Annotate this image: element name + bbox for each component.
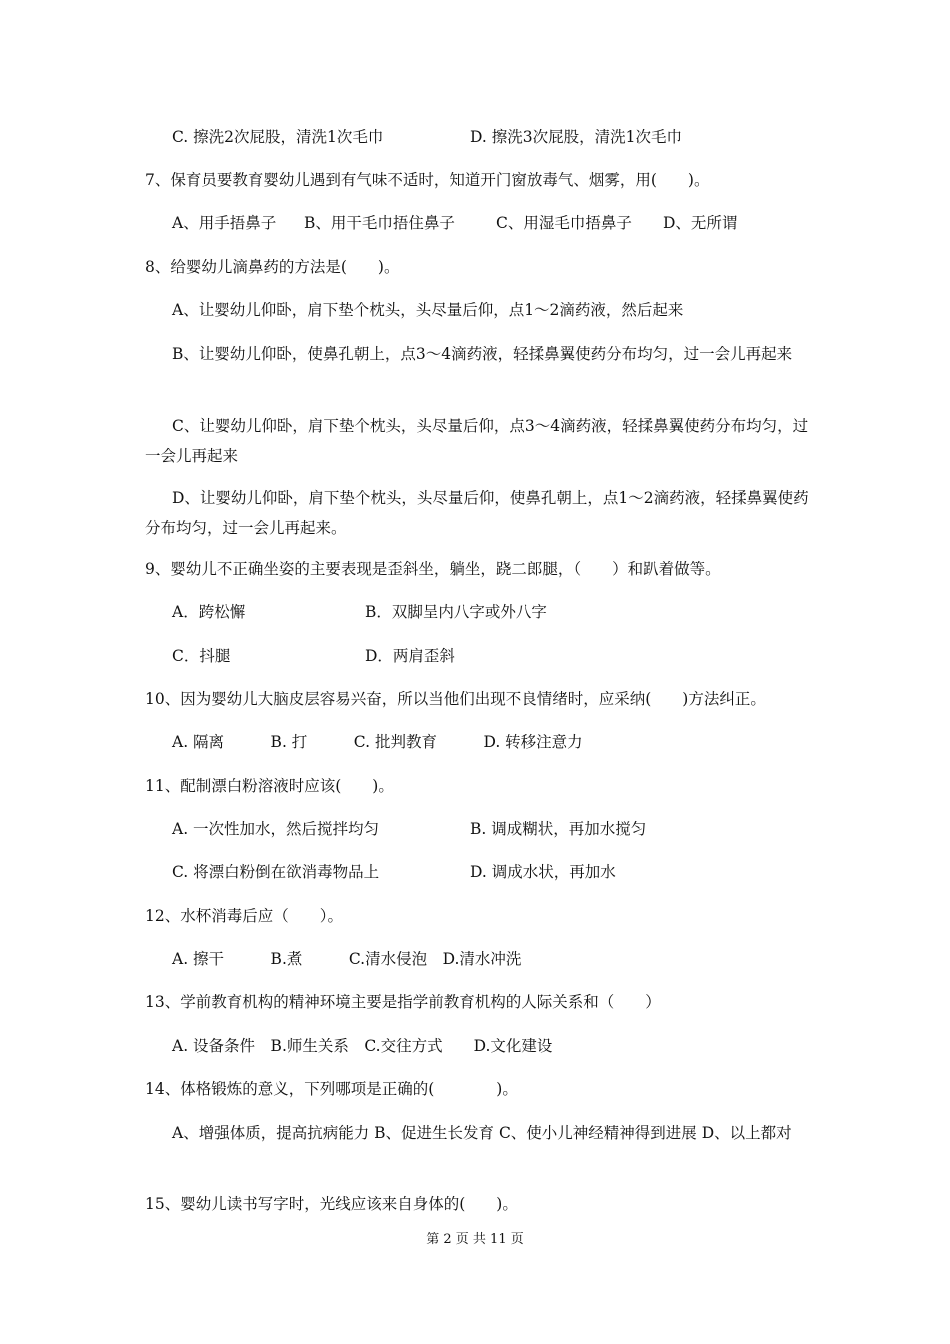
q7-option-b: B、用干毛巾捂住鼻子 [304, 214, 455, 232]
q8-option-a: A、让婴幼儿仰卧，肩下垫个枕头，头尽量后仰，点1～2滴药液，然后起来 [172, 301, 684, 319]
q7-option-c: C、用湿毛巾捂鼻子 [496, 214, 632, 232]
q9-option-a: A．跨松懈 [172, 603, 246, 621]
q9-option-c: C．抖腿 [172, 647, 231, 665]
q7-option-d: D、无所谓 [663, 214, 738, 232]
question-9: 9、婴幼儿不正确坐姿的主要表现是歪斜坐，躺坐，跷二郎腿，（ ）和趴着做等。 [145, 560, 721, 578]
page-footer: 第 2 页 共 11 页 [426, 1232, 524, 1247]
q8-option-d: D、让婴幼儿仰卧，肩下垫个枕头，头尽量后仰，使鼻孔朝上，点1～2滴药液，轻揉鼻翼使药分布均匀，过一会儿再起来。 [145, 489, 809, 537]
q7-option-a: A、用手捂鼻子 [172, 214, 277, 232]
q8-option-b: B、让婴幼儿仰卧，使鼻孔朝上，点3～4滴药液，轻揉鼻翼使药分布均匀，过一会儿再起来 [172, 345, 793, 363]
q9-option-d: D．两肩歪斜 [365, 647, 455, 665]
q10-options: A. 隔离 B. 打 C. 批判教育 D. 转移注意力 [172, 733, 583, 751]
question-13: 13、学前教育机构的精神环境主要是指学前教育机构的人际关系和（ ） [145, 993, 661, 1011]
question-10: 10、因为婴幼儿大脑皮层容易兴奋，所以当他们出现不良情绪时，应采纳( )方法纠正。 [145, 690, 766, 708]
q11-option-a: A. 一次性加水，然后搅拌均匀 [172, 820, 380, 838]
question-12: 12、水杯消毒后应（ ）。 [145, 907, 343, 925]
q6-option-c: C. 擦洗2次屁股，清洗1次毛巾 [172, 128, 384, 146]
question-15: 15、婴幼儿读书写字时，光线应该来自身体的( )。 [145, 1195, 518, 1213]
question-8: 8、给婴幼儿滴鼻药的方法是( )。 [145, 258, 400, 276]
q14-options: A、增强体质，提高抗病能力 B、促进生长发育 C、使小儿神经精神得到进展 D、以上都对 [172, 1124, 792, 1142]
q11-option-d: D. 调成水状，再加水 [470, 863, 616, 881]
q12-options: A. 擦干 B.煮 C.清水侵泡 D.清水冲洗 [172, 950, 522, 968]
q6-option-d: D. 擦洗3次屁股，清洗1次毛巾 [470, 128, 682, 146]
q9-option-b: B．双脚呈内八字或外八字 [365, 603, 547, 621]
question-11: 11、配制漂白粉溶液时应该( )。 [145, 777, 394, 795]
question-7: 7、保育员要教育婴幼儿遇到有气味不适时，知道开门窗放毒气、烟雾，用( )。 [145, 171, 710, 189]
q11-option-c: C. 将漂白粉倒在欲消毒物品上 [172, 863, 380, 881]
q13-options: A. 设备条件 B.师生关系 C.交往方式 D.文化建设 [172, 1037, 553, 1055]
q11-option-b: B. 调成糊状，再加水搅匀 [470, 820, 647, 838]
question-14: 14、体格锻炼的意义，下列哪项是正确的( )。 [145, 1080, 518, 1098]
q8-option-c: C、让婴幼儿仰卧，肩下垫个枕头，头尽量后仰，点3～4滴药液，轻揉鼻翼使药分布均匀，过一会儿再起来 [145, 417, 809, 465]
